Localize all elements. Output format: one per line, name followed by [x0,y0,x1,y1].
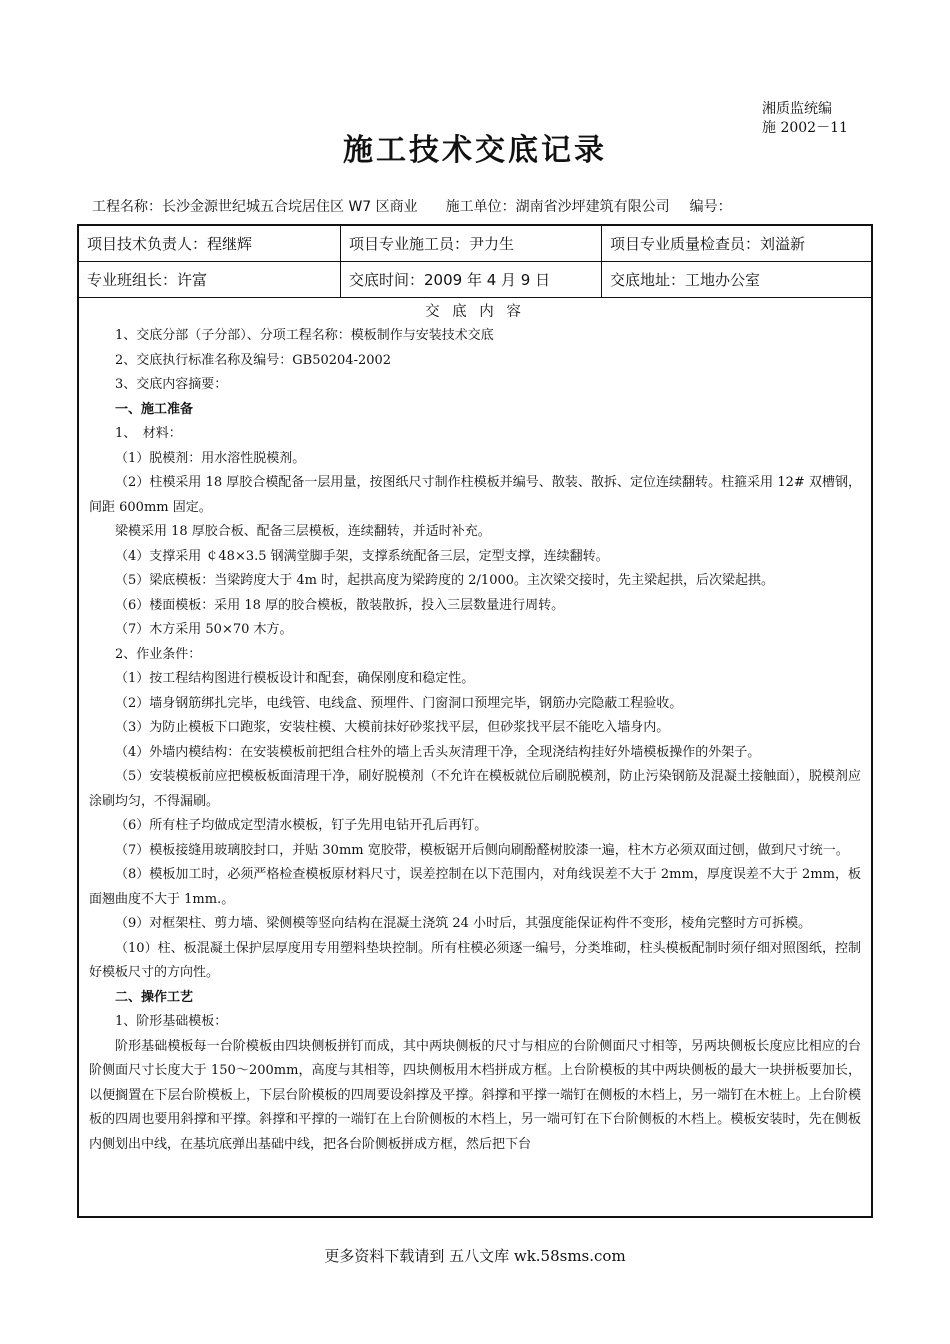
paragraph: 1、 材料： [115,426,182,441]
paragraph: （6）所有柱子均做成定型清水模板，钉子先用电钻开孔后再钉。 [115,818,488,833]
paragraph: （2）墙身钢筋绑扎完毕，电线管、电线盒、预埋件、门窗洞口预埋完毕，钢筋办完隐蔽工程验收。 [115,695,683,711]
paragraph: （6）楼面模板：采用 18 厚的胶合模板，散装散拆，投入三层数量进行周转。 [115,597,565,613]
paragraph: 3、交底内容摘要： [115,377,228,392]
paragraph: 1、阶形基础模板： [115,1014,228,1029]
paragraph: （5）梁底模板：当梁跨度大于 4m 时，起拱高度为梁跨度的 2/1000。主次梁交接时，先主梁起拱，后次梁起拱。 [115,573,775,588]
paragraph: （8）模板加工时，必须严格检查模板原材料尺寸，误差控制在以下范围内，对角线误差不大于 2mm，厚度误差不大于 2mm，板面翘曲度不大于 1mm.。 [89,867,861,907]
paragraph: （7）模板接缝用玻璃胶封口，并贴 30mm 宽胶带，模板锯开后侧向刷酚醛树胶漆一遍，柱木方必须双面过刨，做到尺寸统一。 [115,842,849,858]
paragraph: （3）为防止模板下口跑浆，安装柱模、大模前抹好砂浆找平层，但砂浆找平层不能吃入墙身内。 [115,720,670,735]
number-label: 编号： [689,199,732,215]
contractor-label: 施工单位： [445,199,516,215]
section-heading: 二、操作工艺 [115,989,194,1005]
briefing-location-cell: 交底地址：工地办公室 [610,271,761,289]
briefing-content [79,298,871,1157]
paragraph: （1）脱模剂：用水溶性脱模剂。 [115,450,306,466]
paragraph: （4）外墙内模结构：在安装模板前把组合柱外的墙上舌头灰清理干净，全现浇结构挂好外墙模板操作的外架子。 [115,744,761,760]
paragraph: 阶形基础模板每一台阶模板由四块侧板拼钉而成，其中两块侧板的尺寸与相应的台阶侧面尺寸相等，另两块侧板长度应比相应的台阶侧面尺寸长度大于 150～200mm，高度与其相等，四块侧板用木档拼成方框。上台阶模板的其中两块侧板的最大一块拼板要加长，以便搁置在下层台阶模板上，下层台阶模板的四周要设斜撑及平撑。斜撑和平撑一端钉在侧板的木档上，另一端钉在木桩上。上台阶模板的四周也要用斜撑和平撑。斜撑和平撑的一端钉在上台阶侧板的木档上，另一端可钉在下台阶侧板的木档上。模板安装时，先在侧板内侧划出中线，在基坑底弹出基础中线，把各台阶侧板拼成方框，然后把下台 [89,1038,861,1152]
paragraph: 2、交底执行标准名称及编号：GB50204-2002 [115,352,392,368]
paragraph: （7）木方采用 50×70 木方。 [115,622,293,637]
project-meta [92,196,732,216]
paragraph: 1、交底分部（子分部）、分项工程名称：模板制作与安装技术交底 [115,328,494,343]
paragraph: （4）支撑采用 ￠48×3.5 钢满堂脚手架，支撑系统配备三层，定型支撑，连续翻转。 [115,548,609,564]
table-row [79,226,871,262]
site-engineer-cell: 项目专业施工员：尹力生 [341,226,602,261]
paragraph: （2）柱模采用 18 厚胶合模配备一层用量，按图纸尺寸制作柱模板并编号、散装、散拆、定位连续翻转。柱箍采用 12# 双槽钢，间距 600mm 固定。 [89,475,861,515]
quality-inspector-cell: 项目专业质量检查员：刘溢新 [610,235,806,253]
tech-lead-cell: 项目技术负责人：程继辉 [79,226,341,261]
project-name: 长沙金源世纪城五合垸居住区 W7 区商业 [162,199,418,215]
contractor: 湖南省沙坪建筑有限公司 [515,199,670,215]
document-title: 施工技术交底记录 [343,133,607,168]
team-leader-cell: 专业班组长：许富 [79,262,341,297]
footer-note: 更多资料下载请到 五八文库 wk.58sms.com [324,1247,626,1265]
form-code-line1: 湘质监统编 [762,101,832,117]
paragraph: （1）按工程结构图进行模板设计和配套，确保刚度和稳定性。 [115,671,475,686]
paragraph: （10）柱、板混凝土保护层厚度用专用塑料垫块控制。所有柱模必须逐一编号，分类堆砌，柱头模板配制时须仔细对照图纸，控制好模板尺寸的方向性。 [89,940,861,980]
content-heading: 交 底 内 容 [425,304,525,320]
paragraph: 2、作业条件： [115,646,202,662]
paragraph: （9）对框架柱、剪力墙、梁侧模等竖向结构在混凝土浇筑 24 小时后，其强度能保证构件不变形，棱角完整时方可拆模。 [115,916,812,931]
paragraph: （5）安装模板前应把模板板面清理干净，刷好脱模剂（不允许在模板就位后刷脱模剂，防止污染钢筋及混凝土接触面），脱模剂应涂刷均匀，不得漏刷。 [89,769,861,809]
briefing-date-cell: 交底时间：2009 年 4 月 9 日 [341,262,602,297]
project-name-label: 工程名称： [92,199,162,215]
record-table [77,224,873,1218]
table-row [79,262,871,298]
form-code-line2: 施 2002－11 [762,120,848,136]
section-heading: 一、施工准备 [115,401,194,417]
paragraph: 梁模采用 18 厚胶合板、配备三层模板，连续翻转，并适时补充。 [115,524,491,539]
